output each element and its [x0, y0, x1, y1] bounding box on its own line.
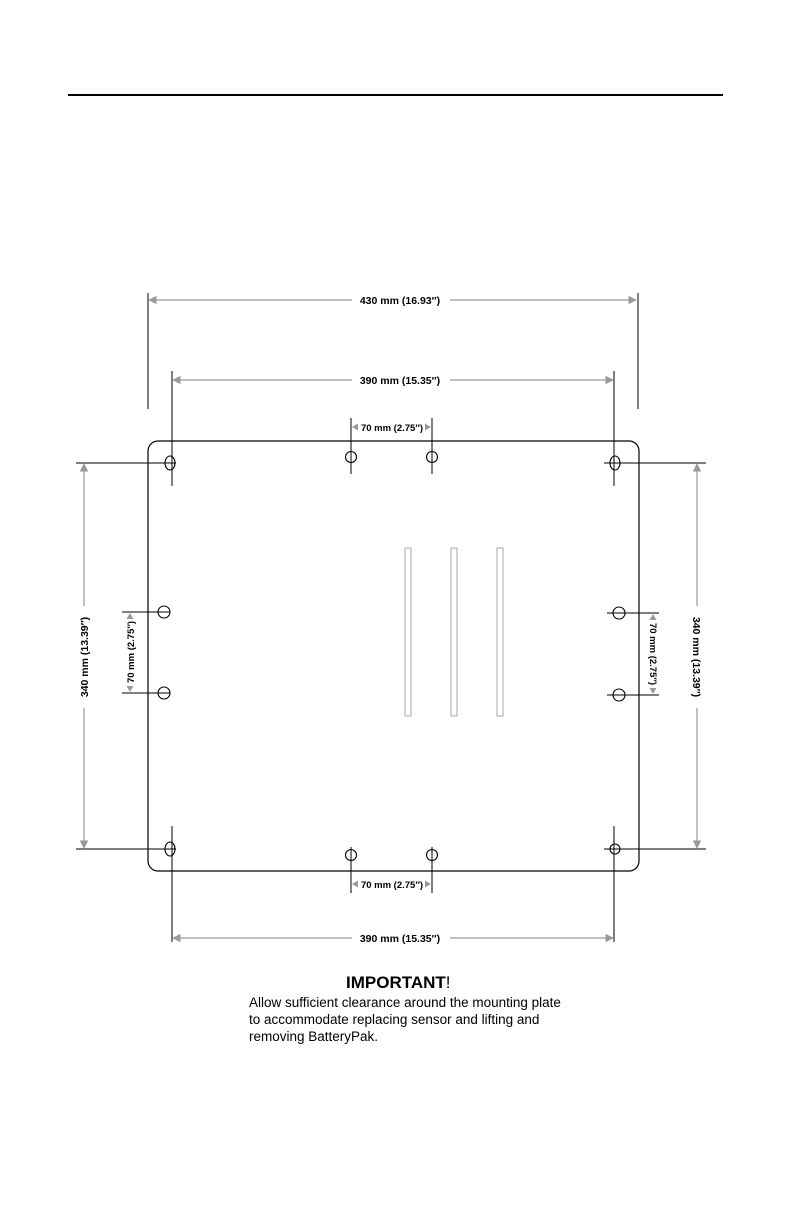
dimension-right-spacing — [647, 614, 658, 694]
plate-slot — [497, 548, 503, 716]
dimension-top-outer — [149, 295, 636, 307]
extension-lines — [76, 293, 706, 942]
dimension-left-spacing — [126, 613, 137, 692]
important-note-title — [346, 972, 609, 994]
mounting-plate-outline — [148, 441, 639, 871]
dimension-label-left-height: 340 mm (13.39″) — [79, 616, 91, 698]
dimension-top-center — [352, 423, 431, 434]
dimension-left-height — [79, 464, 91, 848]
dimension-label-left-spacing: 70 mm (2.75″) — [126, 620, 137, 684]
dimension-label-top-center: 70 mm (2.75″) — [360, 423, 424, 434]
dimension-bottom-center — [352, 880, 431, 891]
important-note-line: to accommodate replacing sensor and lifting and — [249, 1012, 540, 1027]
plate-slot — [405, 548, 411, 716]
dimension-bottom-inner — [173, 933, 613, 945]
important-title-mark: ! — [445, 973, 451, 992]
dimension-right-height — [690, 464, 702, 848]
important-note — [249, 972, 609, 1045]
dimension-label-right-spacing: 70 mm (2.75″) — [647, 622, 658, 686]
dimension-label-top-inner: 390 mm (15.35″) — [359, 375, 441, 387]
dimension-label-bottom-inner: 390 mm (15.35″) — [359, 933, 441, 945]
dimension-label-right-height: 340 mm (13.39″) — [690, 616, 702, 698]
important-note-line: Allow sufficient clearance around the mounting plate — [249, 995, 561, 1010]
dimension-label-bottom-center: 70 mm (2.75″) — [360, 880, 424, 891]
mounting-holes — [158, 452, 625, 861]
dimension-label-top-outer: 430 mm (16.93″) — [359, 295, 441, 307]
dimension-top-inner — [173, 375, 613, 387]
important-title-text: IMPORTANT — [346, 973, 446, 992]
important-note-line: removing BatteryPak. — [249, 1029, 379, 1044]
plate-slot — [451, 548, 457, 716]
